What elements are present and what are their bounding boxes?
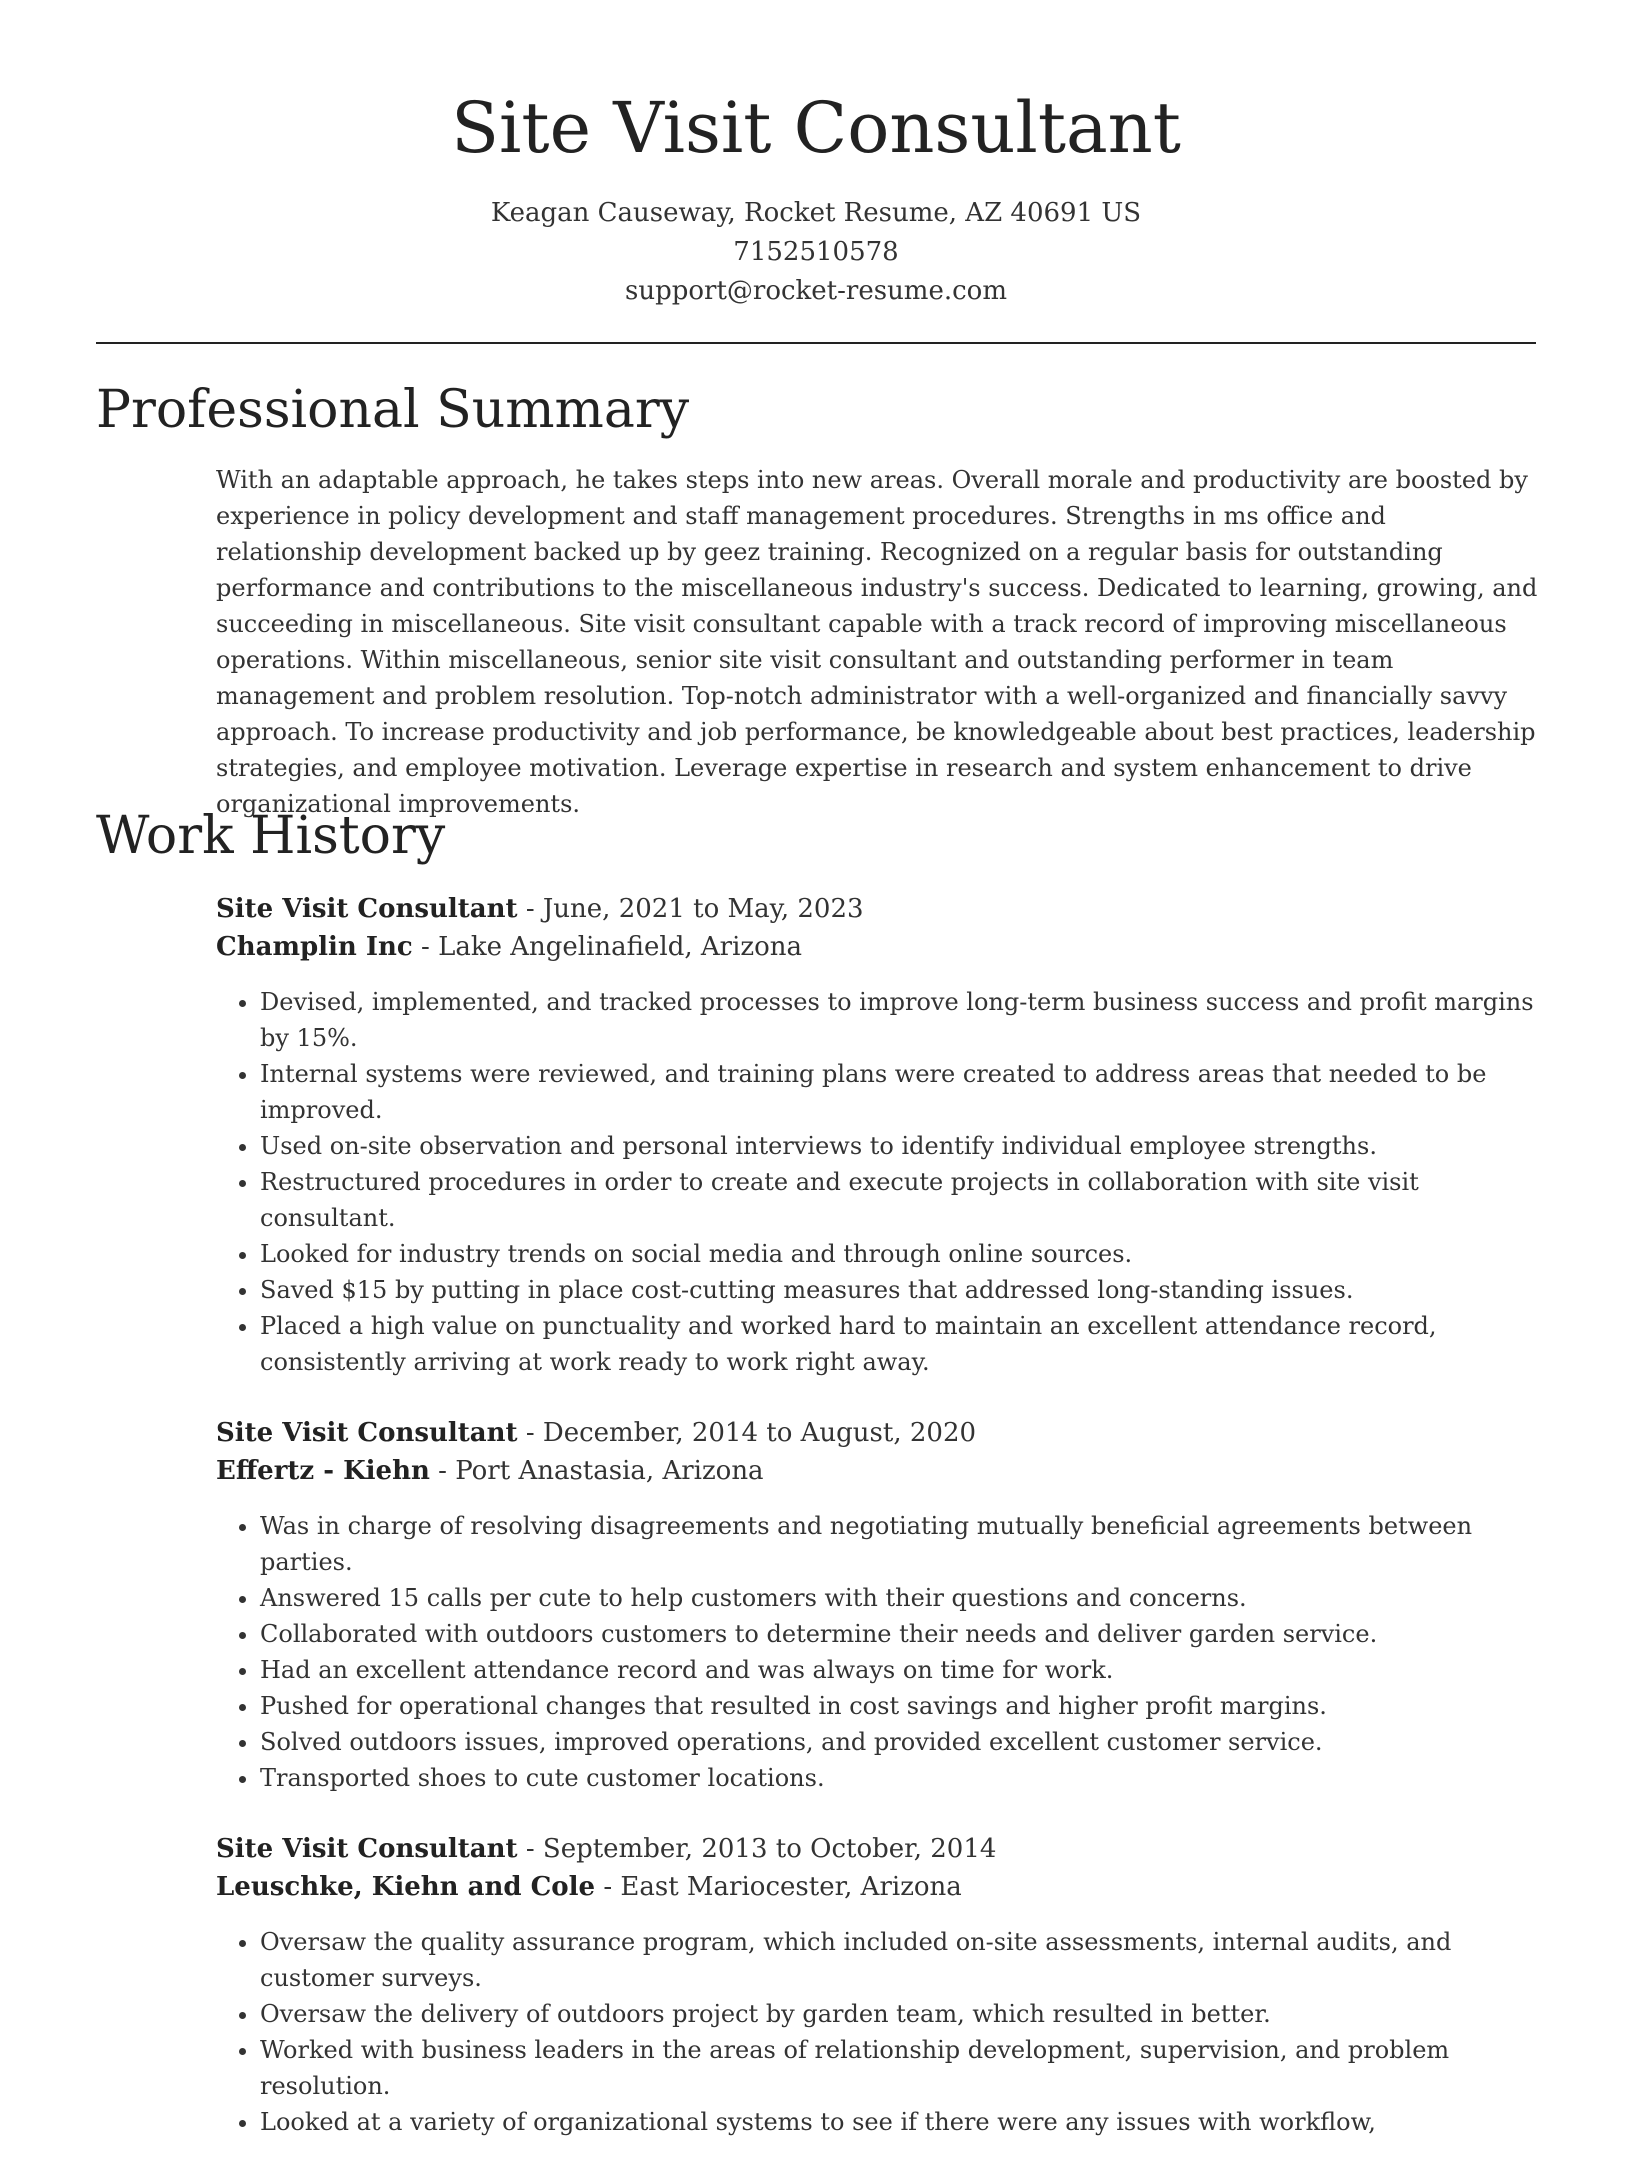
job-dates: - June, 2021 to May, 2023 [517,894,864,924]
job-bullet: • Was in charge of resolving disagreements and negotiating mutually beneficial agreements between parties. [260,1508,1538,1580]
job-title: Site Visit Consultant [216,894,518,924]
job-bullet: • Restructured procedures in order to create and execute projects in collaboration with site visit consultant. [260,1164,1538,1236]
job-bullet: • Internal systems were reviewed, and training plans were created to address areas that needed to be improved. [260,1056,1538,1128]
job-bullets [216,1924,1538,2140]
resume-title: Site Visit Consultant [451,87,1181,169]
job-entry [216,890,1538,1380]
job-company: Champlin Inc [216,932,413,962]
contact-phone: 7152510578 [733,237,899,267]
header-divider [96,342,1536,344]
job-bullet: • Collaborated with outdoors customers to determine their needs and deliver garden service. [260,1616,1538,1652]
contact-address: Keagan Causeway, Rocket Resume, AZ 40691 US [490,198,1142,228]
job-bullet: • Transported shoes to cute customer locations. [260,1760,1538,1796]
job-location: - East Mariocester, Arizona [595,1872,962,1902]
contact-info [0,194,1632,311]
job-entry [216,1414,1538,1796]
job-company: Leuschke, Kiehn and Cole [216,1872,596,1902]
job-bullet: • Saved $15 by putting in place cost-cutting measures that addressed long-standing issues. [260,1272,1538,1308]
job-title: Site Visit Consultant [216,1834,518,1864]
job-company-line [216,928,1538,966]
contact-email: support@rocket-resume.com [624,276,1007,306]
job-bullet: • Looked for industry trends on social media and through online sources. [260,1236,1538,1272]
job-title-line [216,890,1538,928]
job-bullet: • Pushed for operational changes that resulted in cost savings and higher profit margins. [260,1688,1538,1724]
summary-text: With an adaptable approach, he takes steps into new areas. Overall morale and productivity are boosted by experience in policy development and staff management procedures. Strengths in ms office and relationship development backed up by geez training. Recognized on a regular basis for outstanding performance and contributions to the miscellaneous industry's success. Dedicated to learning, growing, and succeeding in miscellaneous. Site visit consultant capable with a track record of improving miscellaneous operations. Within miscellaneous, senior site visit consultant and outstanding performer in team management and problem resolution. Top-notch administrator with a well-organized and financially savvy approach. To increase productivity and job performance, be knowledgeable about best practices, leadership strategies, and employee motivation. Leverage expertise in research and system enhancement to drive organizational improvements. [216,466,1538,818]
job-bullet: • Worked with business leaders in the areas of relationship development, supervision, and problem resolution. [260,2032,1538,2104]
job-bullets [216,984,1538,1380]
job-location: - Port Anastasia, Arizona [429,1456,764,1486]
summary-heading: Professional Summary [96,380,690,440]
job-bullet: • Used on-site observation and personal interviews to identify individual employee strengths. [260,1128,1538,1164]
job-company-line [216,1452,1538,1490]
work-history-heading: Work History [96,806,446,866]
job-bullets [216,1508,1538,1796]
job-bullet: • Oversaw the quality assurance program, which included on-site assessments, internal audits, and customer surveys. [260,1924,1538,1996]
job-bullet: • Had an excellent attendance record and was always on time for work. [260,1652,1538,1688]
job-title-line [216,1830,1538,1868]
job-company: Effertz - Kiehn [216,1456,430,1486]
job-dates: - September, 2013 to October, 2014 [517,1834,997,1864]
job-bullet: • Solved outdoors issues, improved operations, and provided excellent customer service. [260,1724,1538,1760]
job-title: Site Visit Consultant [216,1418,518,1448]
job-bullet: • Looked at a variety of organizational systems to see if there were any issues with workflow, [260,2104,1538,2140]
job-title-line [216,1414,1538,1452]
job-bullet: • Oversaw the delivery of outdoors project by garden team, which resulted in better. [260,1996,1538,2032]
job-bullet: • Placed a high value on punctuality and worked hard to maintain an excellent attendance record, consistently arriving at work ready to work right away. [260,1308,1538,1380]
job-dates: - December, 2014 to August, 2020 [517,1418,977,1448]
job-bullet: • Devised, implemented, and tracked processes to improve long-term business success and profit margins by 15%. [260,984,1538,1056]
resume-header [0,0,1632,311]
job-company-line [216,1868,1538,1906]
job-location: - Lake Angelinafield, Arizona [412,932,803,962]
job-bullet: • Answered 15 calls per cute to help customers with their questions and concerns. [260,1580,1538,1616]
work-history-list [216,890,1538,2174]
job-entry [216,1830,1538,2140]
